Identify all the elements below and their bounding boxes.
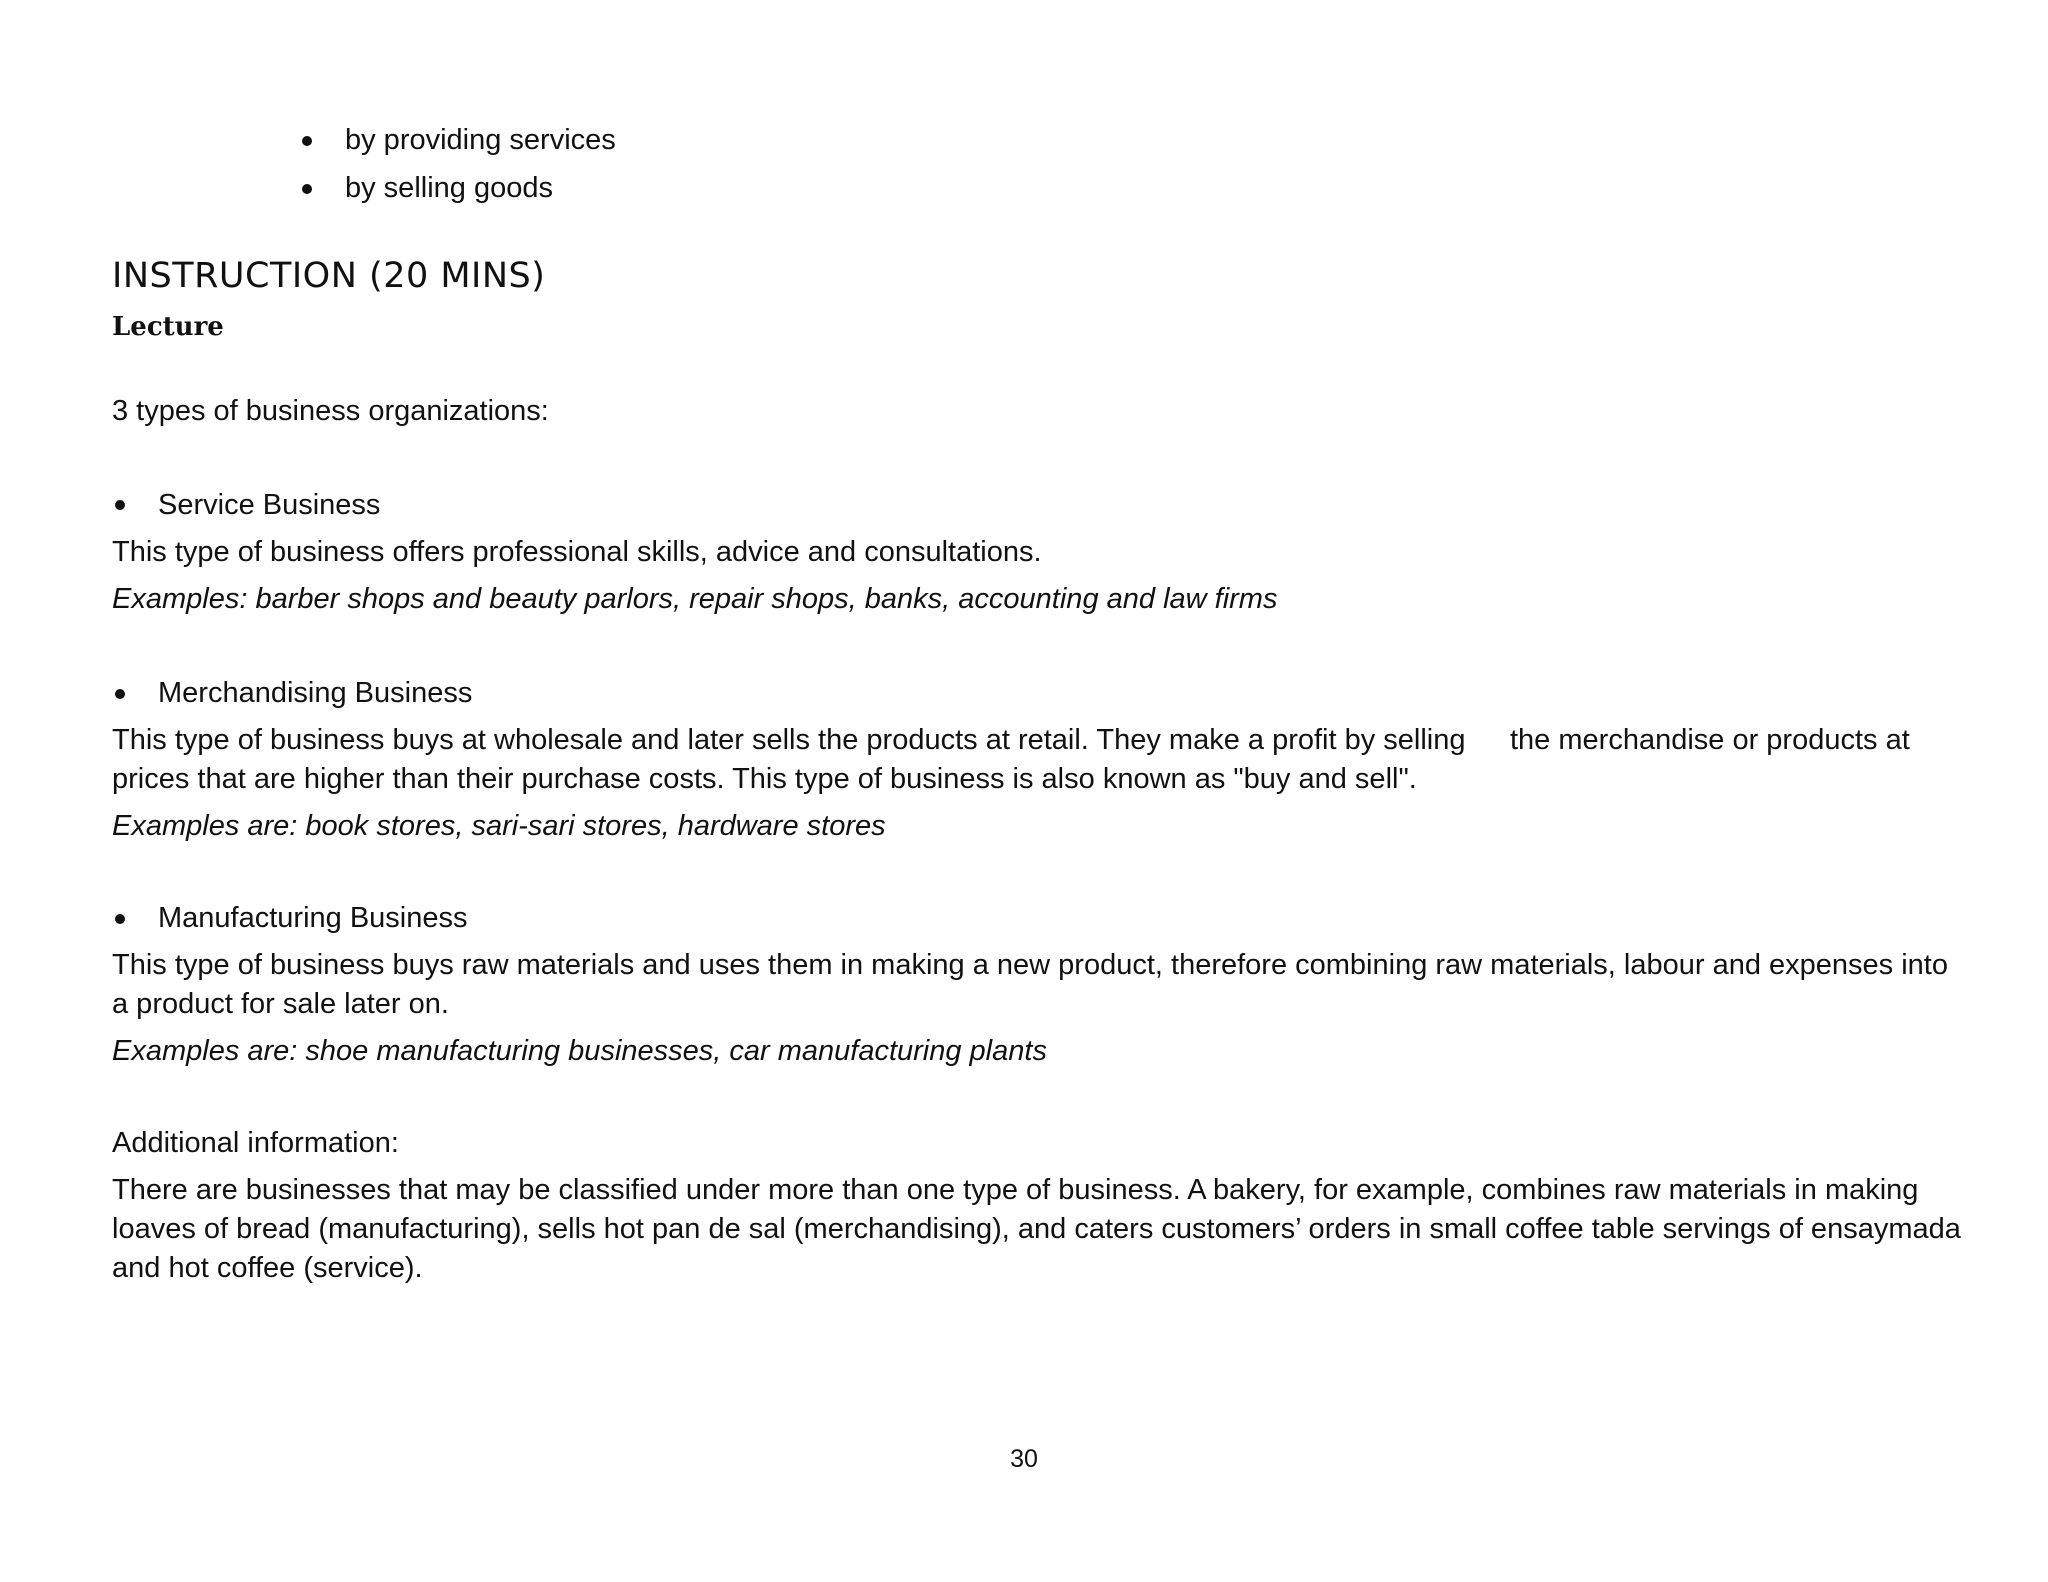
business-type-examples: Examples: barber shops and beauty parlors, repair shops, banks, accounting and law firms xyxy=(112,583,1278,615)
business-type-name: Service Business xyxy=(158,489,381,521)
section-heading: INSTRUCTION (20 MINS) xyxy=(112,256,546,296)
business-type-description: prices that are higher than their purchase costs. This type of business is also known as "buy and sell". xyxy=(112,763,1417,795)
intro-list-item: by selling goods xyxy=(345,172,553,204)
bullet-marker xyxy=(302,184,312,194)
page-number: 30 xyxy=(1010,1445,1038,1473)
additional-info-text: There are businesses that may be classified under more than one type of business. A bakery, for example, combines raw materials in making xyxy=(112,1174,1919,1206)
business-type-description: This type of business offers professional skills, advice and consultations. xyxy=(112,536,1042,568)
business-type-examples: Examples are: book stores, sari-sari stores, hardware stores xyxy=(112,810,886,842)
business-type-examples: Examples are: shoe manufacturing businesses, car manufacturing plants xyxy=(112,1035,1047,1067)
bullet-marker xyxy=(115,914,125,924)
section-intro: 3 types of business organizations: xyxy=(112,395,549,427)
business-type-description: This type of business buys raw materials and uses them in making a new product, therefore combining raw materials, labour and expenses into xyxy=(112,949,1948,981)
business-type-name: Manufacturing Business xyxy=(158,902,468,934)
business-type-description: This type of business buys at wholesale and later sells the products at retail. They make a profit by selling xyxy=(112,724,1466,756)
additional-info-label: Additional information: xyxy=(112,1127,399,1159)
bullet-marker xyxy=(115,500,125,510)
business-type-description: the merchandise or products at xyxy=(1510,724,1910,756)
bullet-marker xyxy=(115,689,125,699)
intro-list-item: by providing services xyxy=(345,124,616,156)
additional-info-text: loaves of bread (manufacturing), sells hot pan de sal (merchandising), and caters customers’ orders in small coffee table servings of ensaymada xyxy=(112,1213,1961,1245)
business-type-name: Merchandising Business xyxy=(158,677,473,709)
additional-info-text: and hot coffee (service). xyxy=(112,1252,423,1284)
business-type-description: a product for sale later on. xyxy=(112,988,449,1020)
bullet-marker xyxy=(302,136,312,146)
section-subheading: Lecture xyxy=(112,312,224,342)
